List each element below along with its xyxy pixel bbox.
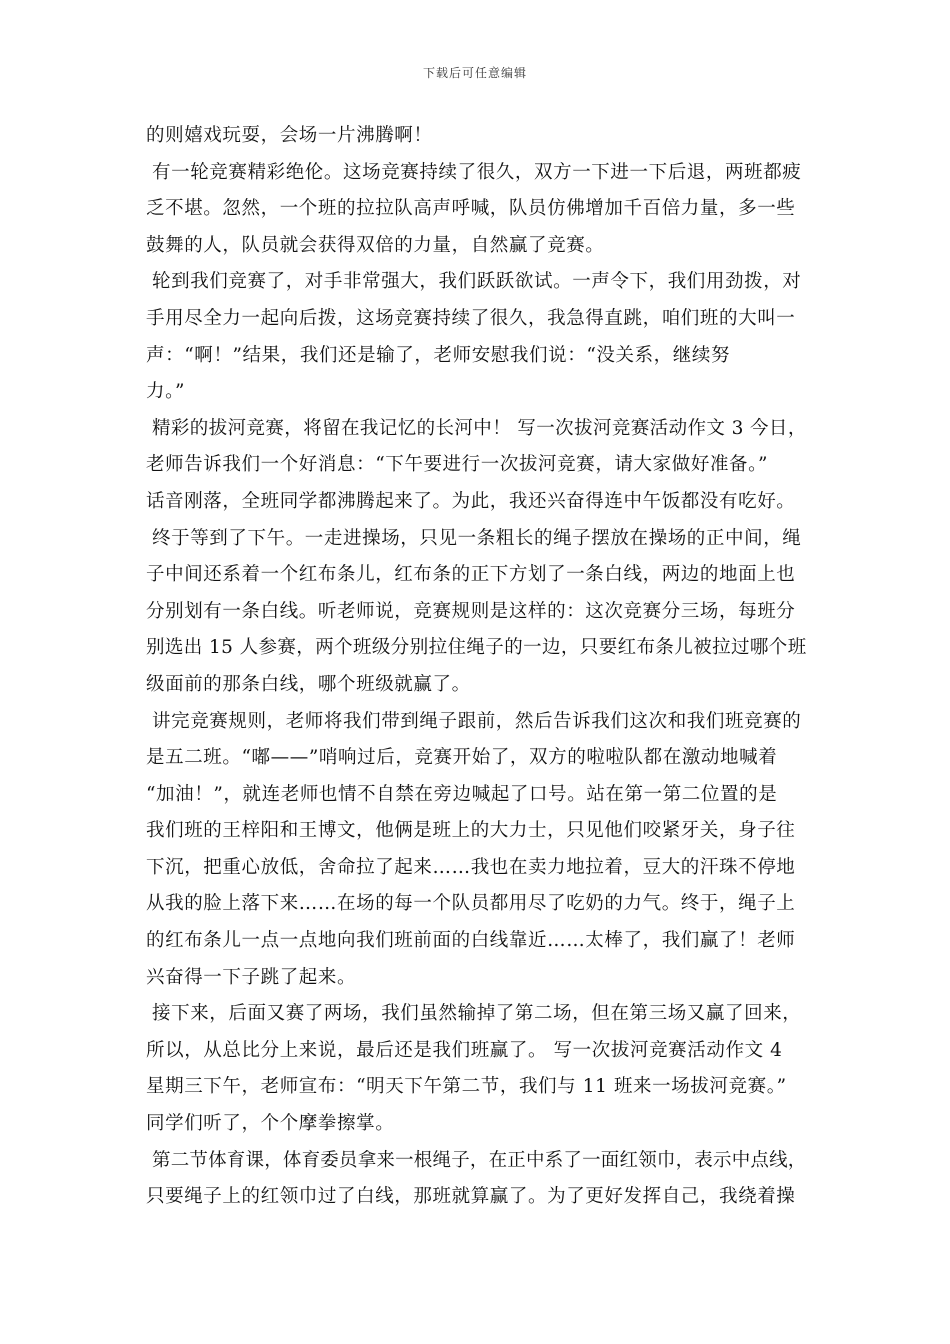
text-line: 级面前的那条白线，哪个班级就赢了。 bbox=[146, 673, 471, 695]
text-line: 终于等到了下午。一走进操场，只见一条粗长的绳子摆放在操场的正中间，绳 bbox=[152, 527, 802, 549]
text-line: 讲完竞赛规则，老师将我们带到绳子跟前，然后告诉我们这次和我们班竞赛的 bbox=[152, 710, 802, 732]
text-line: 手用尽全力一起向后拨，这场竞赛持续了很久，我急得直跳，咱们班的大叫一 bbox=[146, 307, 796, 329]
text-line: 精彩的拔河竞赛，将留在我记忆的长河中！ 写一次拔河竞赛活动作文 3 今日， bbox=[152, 417, 807, 439]
body-text bbox=[146, 118, 812, 1216]
text-line: 同学们听了，个个摩拳擦掌。 bbox=[146, 1113, 395, 1135]
page-header: 下载后可任意编辑 bbox=[422, 66, 527, 80]
text-line: 老师告诉我们一个好消息：“下午要进行一次拔河竞赛，请大家做好准备。” bbox=[146, 454, 769, 476]
text-line: 所以，从总比分上来说，最后还是我们班赢了。 写一次拔河竞赛活动作文 4 bbox=[146, 1039, 783, 1061]
text-line: 从我的脸上落下来……在场的每一个队员都用尽了吃奶的力气。终于，绳子上 bbox=[146, 893, 796, 915]
text-line: 下沉，把重心放低，舍命拉了起来……我也在卖力地拉着，豆大的汗珠不停地 bbox=[146, 856, 796, 878]
text-line: 乏不堪。忽然，一个班的拉拉队高声呼喊，队员仿佛增加千百倍力量，多一些 bbox=[146, 198, 796, 220]
text-line: 别选出 15 人参赛，两个班级分别拉住绳子的一边，只要红布条儿被拉过哪个班 bbox=[146, 637, 807, 659]
text-line: 的则嬉戏玩耍，会场一片沸腾啊！ bbox=[146, 125, 433, 146]
text-line: 是五二班。“嘟——”哨响过后，竞赛开始了，双方的啦啦队都在激动地喊着 bbox=[146, 747, 778, 769]
text-line: 我们班的王梓阳和王博文，他俩是班上的大力士，只见他们咬紧牙关，身子往 bbox=[146, 820, 796, 842]
text-line: 子中间还系着一个红布条儿，红布条的正下方划了一条白线，两边的地面上也 bbox=[146, 564, 796, 586]
text-line: 有一轮竞赛精彩绝伦。这场竞赛持续了很久，双方一下进一下后退，两班都疲 bbox=[152, 161, 802, 183]
text-line: 接下来，后面又赛了两场，我们虽然输掉了第二场，但在第三场又赢了回来， bbox=[152, 1003, 802, 1025]
text-line: 第二节体育课，体育委员拿来一根绳子，在正中系了一面红领巾，表示中点线， bbox=[152, 1149, 807, 1171]
text-line: 鼓舞的人，队员就会获得双倍的力量，自然赢了竞赛。 bbox=[146, 234, 605, 256]
text-line: 分别划有一条白线。听老师说，竞赛规则是这样的：这次竞赛分三场，每班分 bbox=[146, 600, 796, 622]
text-line: “加油！”，就连老师也情不自禁在旁边喊起了口号。站在第一第二位置的是 bbox=[146, 783, 778, 805]
text-line: 星期三下午，老师宣布：“明天下午第二节，我们与 11 班来一场拔河竞赛。” bbox=[146, 1076, 787, 1098]
text-line: 力。” bbox=[146, 381, 186, 403]
text-line: 轮到我们竞赛了，对手非常强大，我们跃跃欲试。一声令下，我们用劲拨，对 bbox=[152, 271, 802, 293]
text-line: 声：“啊！”结果，我们还是输了，老师安慰我们说：“没关系，继续努 bbox=[146, 344, 731, 366]
text-line: 只要绳子上的红领巾过了白线，那班就算赢了。为了更好发挥自己，我绕着操 bbox=[146, 1186, 796, 1208]
text-line: 兴奋得一下子跳了起来。 bbox=[146, 966, 357, 988]
text-line: 的红布条儿一点一点地向我们班前面的白线靠近……太棒了，我们赢了！老师 bbox=[146, 930, 796, 952]
text-line: 话音刚落，全班同学都沸腾起来了。为此，我还兴奋得连中午饭都没有吃好。 bbox=[146, 490, 796, 512]
